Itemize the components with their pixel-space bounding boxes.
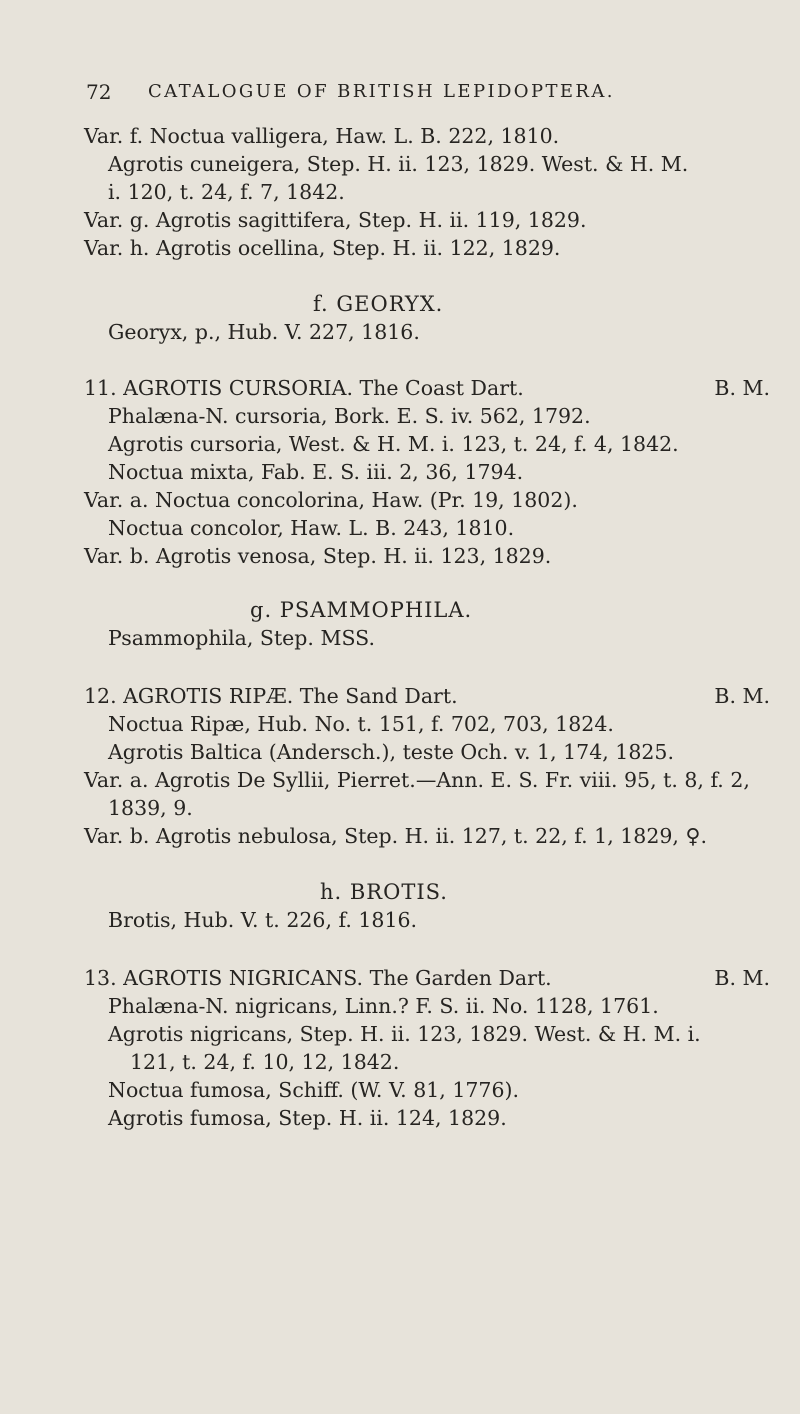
text-line: 121, t. 24, f. 10, 12, 1842.: [130, 1050, 400, 1074]
text-line: Noctua concolor, Haw. L. B. 243, 1810.: [108, 516, 515, 540]
text-line: Agrotis cursoria, West. & H. M. i. 123, t. 24, f. 4, 1842.: [108, 432, 679, 456]
text-line: Phalæna-N. nigricans, Linn.? F. S. ii. No. 1128, 1761.: [108, 994, 659, 1018]
collection-mark: B. M.: [714, 966, 770, 990]
species-heading: 12. AGROTIS RIPÆ. The Sand Dart.: [84, 684, 458, 708]
collection-mark: B. M.: [714, 376, 770, 400]
section-heading: g. PSAMMOPHILA.: [250, 598, 473, 622]
text-line: Agrotis Baltica (Andersch.), teste Och. v. 1, 174, 1825.: [108, 740, 674, 764]
text-line: Var. h. Agrotis ocellina, Step. H. ii. 122, 1829.: [84, 236, 561, 260]
section-heading: h. BROTIS.: [320, 880, 448, 904]
text-line: Var. b. Agrotis nebulosa, Step. H. ii. 127, t. 22, f. 1, 1829, ♀.: [84, 824, 707, 848]
text-line: Agrotis cuneigera, Step. H. ii. 123, 1829. West. & H. M.: [108, 152, 689, 176]
text-line: Noctua Ripæ, Hub. No. t. 151, f. 702, 703, 1824.: [108, 712, 614, 736]
text-line: Agrotis nigricans, Step. H. ii. 123, 1829. West. & H. M. i.: [108, 1022, 701, 1046]
text-line: Var. a. Noctua concolorina, Haw. (Pr. 19, 1802).: [84, 488, 578, 512]
text-line: i. 120, t. 24, f. 7, 1842.: [108, 180, 345, 204]
text-line: Var. a. Agrotis De Syllii, Pierret.—Ann. E. S. Fr. viii. 95, t. 8, f. 2,: [84, 768, 750, 792]
text-line: Noctua mixta, Fab. E. S. iii. 2, 36, 1794.: [108, 460, 524, 484]
text-line: 1839, 9.: [108, 796, 193, 820]
section-heading: f. GEORYX.: [313, 292, 444, 316]
text-line: Var. f. Noctua valligera, Haw. L. B. 222, 1810.: [84, 124, 560, 148]
running-title: CATALOGUE OF BRITISH LEPIDOPTERA.: [148, 81, 615, 102]
text-line: Psammophila, Step. MSS.: [108, 626, 375, 650]
text-line: Georyx, p., Hub. V. 227, 1816.: [108, 320, 420, 344]
text-line: Brotis, Hub. V. t. 226, f. 1816.: [108, 908, 418, 932]
species-heading: 11. AGROTIS CURSORIA. The Coast Dart.: [84, 376, 524, 400]
text-line: Noctua fumosa, Schiff. (W. V. 81, 1776).: [108, 1078, 520, 1102]
text-line: Agrotis fumosa, Step. H. ii. 124, 1829.: [108, 1106, 507, 1130]
text-line: Var. g. Agrotis sagittifera, Step. H. ii. 119, 1829.: [84, 208, 587, 232]
text-line: Var. b. Agrotis venosa, Step. H. ii. 123, 1829.: [84, 544, 552, 568]
page-number: 72: [86, 80, 112, 104]
text-line: Phalæna-N. cursoria, Bork. E. S. iv. 562, 1792.: [108, 404, 591, 428]
species-heading: 13. AGROTIS NIGRICANS. The Garden Dart.: [84, 966, 552, 990]
collection-mark: B. M.: [714, 684, 770, 708]
